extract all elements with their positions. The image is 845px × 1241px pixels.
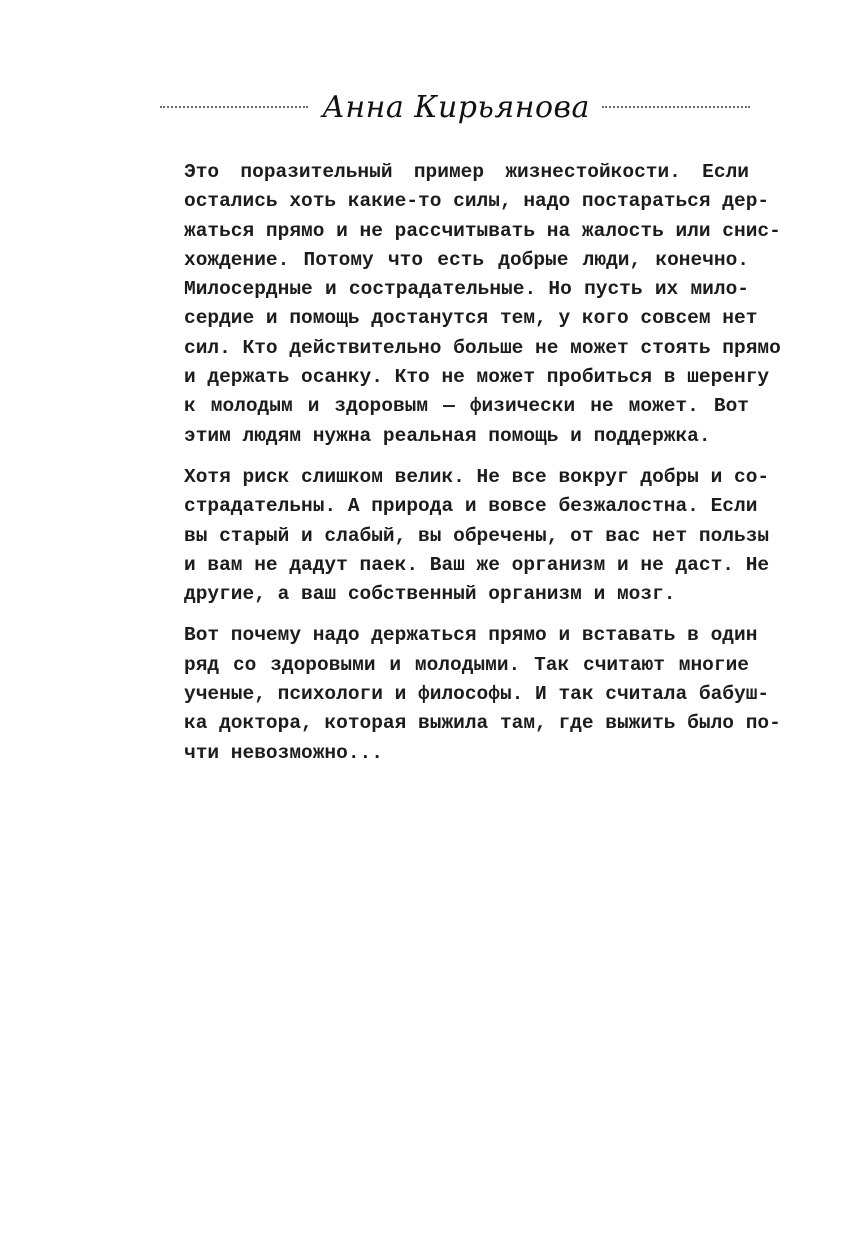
running-header [160,80,750,136]
text-line: Милосердные и сострадательные. Но пусть их мило- [184,278,749,301]
text-line: Это поразительный пример жизнестойкости. Если [184,161,749,183]
text-line: Вот почему надо держаться прямо и вставать в один [184,624,758,647]
text-line: ка доктора, которая выжила там, где выжить было по- [184,712,781,735]
text-line: и вам не дадут паек. Ваш же организм и не даст. Не [184,553,770,576]
text-line: сил. Кто действительно больше не может стоять прямо [184,336,781,359]
text-line: жаться прямо и не рассчитывать на жалость или снис- [184,219,781,242]
paragraph-2 [184,463,770,609]
text-line: сердие и помощь достанутся тем, у кого совсем нет [184,307,758,330]
text-line: остались хоть какие-то силы, надо постараться дер- [184,190,770,213]
text-line: и держать осанку. Кто не может пробиться в шеренгу [184,366,770,389]
dotted-rule-right [602,106,750,108]
text-line: хождение. Потому что есть добрые люди, конечно. [184,248,749,271]
text-line: этим людям нужна реальная помощь и поддержка. [184,424,711,447]
body-text [184,158,781,768]
paragraph-1 [184,158,781,451]
text-line: Хотя риск слишком велик. Не все вокруг добры и со- [184,465,770,488]
paragraph-3 [184,621,781,767]
text-line: чти невозможно... [184,741,383,764]
author-name: Анна Кирьянова [322,90,590,125]
text-line: ряд со здоровыми и молодыми. Так считают многие [184,653,749,676]
text-line: вы старый и слабый, вы обречены, от вас нет пользы [184,524,770,547]
dotted-rule-left [160,106,308,108]
text-line: другие, а ваш собственный организм и мозг. [184,583,676,606]
text-line: к молодым и здоровым — физически не может. Вот [184,395,749,418]
text-line: ученые, психологи и философы. И так считала бабуш- [184,683,770,706]
text-line: страдательны. А природа и вовсе безжалостна. Если [184,495,758,518]
